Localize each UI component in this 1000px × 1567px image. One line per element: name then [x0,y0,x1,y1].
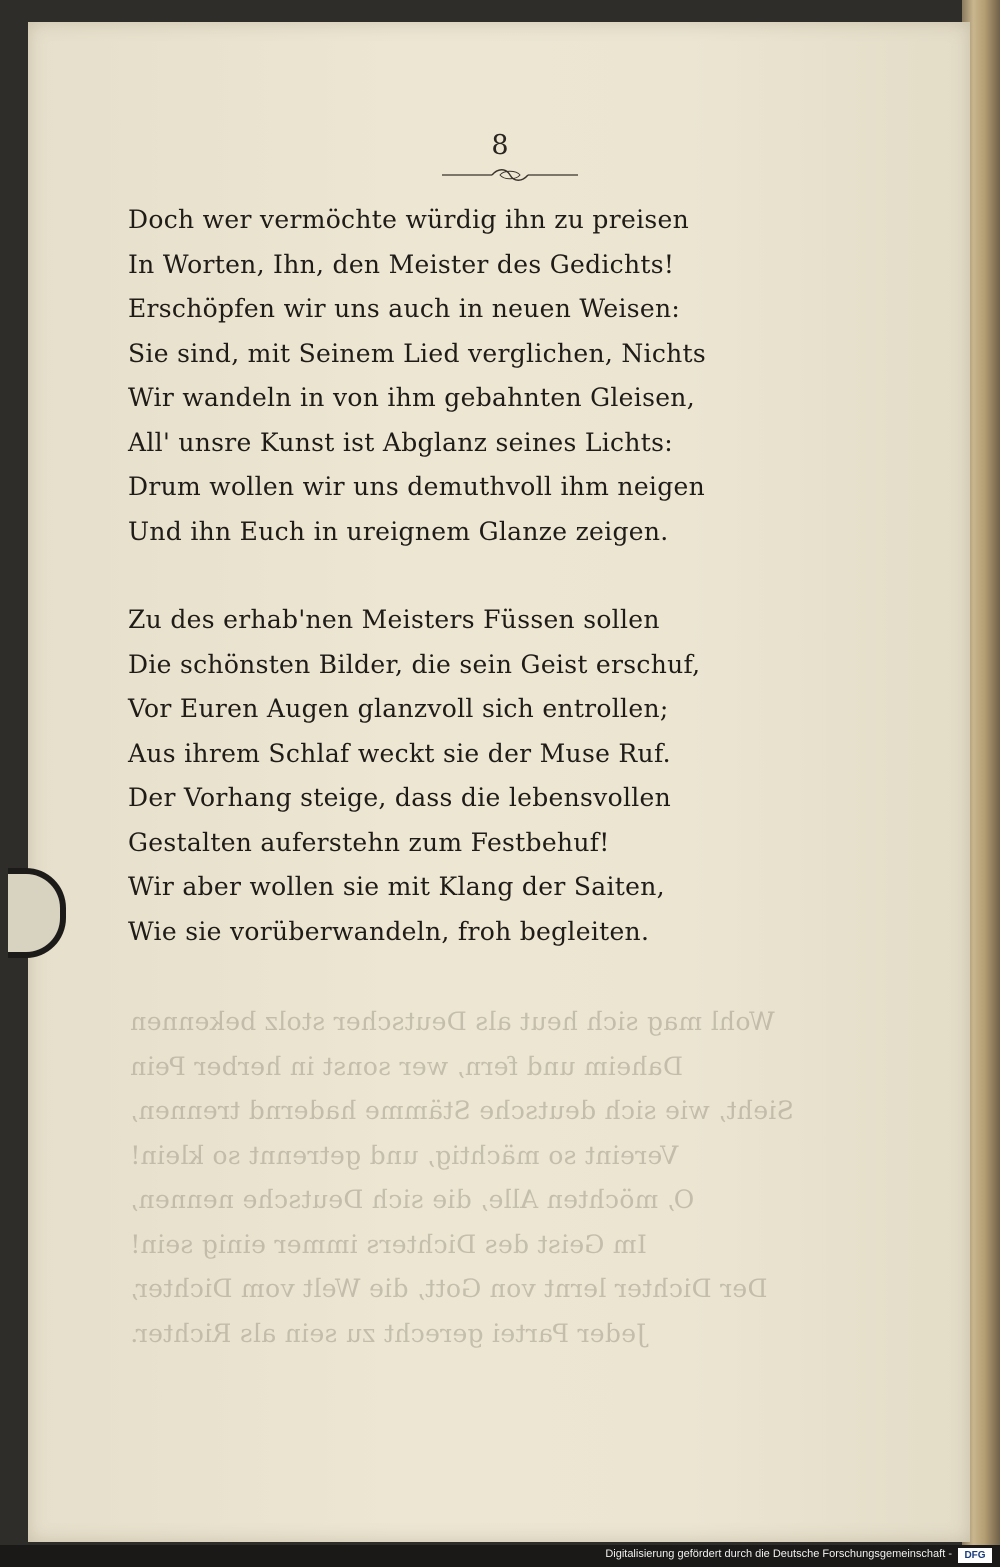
verse-line: Doch wer vermöchte würdig ihn zu preisen [128,205,689,234]
dfg-logo-icon: DFG [958,1548,992,1563]
verse-line: Zu des erhab'nen Meisters Füssen sollen [128,605,660,634]
footer-bar [0,1545,1000,1567]
verse-line: Wir wandeln in von ihm gebahnten Gleisen, [128,383,695,412]
bleed-through-text [130,1000,895,1356]
bleed-line: Im Geist des Dichters immer einig sein! [130,1229,647,1259]
verse-line: Die schönsten Bilder, die sein Geist erschuf, [128,649,701,679]
verse-line: Aus ihrem Schlaf weckt sie der Muse Ruf. [128,738,671,768]
footer-credit: Digitalisierung gefördert durch die Deutsche Forschungsgemeinschaft - [605,1548,952,1560]
bleed-line: Vereint so mächtig, und getrennt so klein! [130,1140,679,1170]
bleed-line: Daheim und fern, wer sonst in herber Pein [130,1051,684,1081]
verse-line: All' unsre Kunst ist Abglanz seines Lichts: [128,427,673,457]
verse-line: Drum wollen wir uns demuthvoll ihm neigen [128,472,706,501]
verse-line: Gestalten auferstehn zum Festbehuf! [128,827,610,857]
ornament-divider [440,166,580,184]
verse-line: Sie sind, mit Seinem Lied verglichen, Nichts [128,338,706,368]
verse-line: Wie sie vorüberwandeln, froh begleiten. [128,916,650,946]
bleed-line: Der Dichter lernt von Gott, die Welt vom Dichter, [130,1274,768,1303]
verse-line: In Worten, Ihn, den Meister des Gedichts! [128,249,675,279]
verse-line: Wir aber wollen sie mit Klang der Saiten, [128,872,665,901]
stanza-2 [128,598,700,954]
stanza-1 [128,198,706,554]
verse-line: Und ihn Euch in ureignem Glanze zeigen. [128,516,669,546]
verse-line: Erschöpfen wir uns auch in neuen Weisen: [128,294,681,323]
bleed-line: Jeder Partei gerecht zu sein als Richter. [130,1318,647,1348]
verse-line: Der Vorhang steige, dass die lebensvollen [128,783,672,812]
verse-line: Vor Euren Augen glanzvoll sich entrollen; [128,694,669,723]
bleed-line: O, möchten Alle, die sich Deutsche nennen, [130,1185,695,1214]
page-number: 8 [491,130,509,161]
bleed-line: Wohl mag sich heut als Deutscher stolz bekennen [130,1007,775,1036]
bleed-line: Sieht, wie sich deutsche Stämme hadernd trennen, [130,1096,794,1125]
